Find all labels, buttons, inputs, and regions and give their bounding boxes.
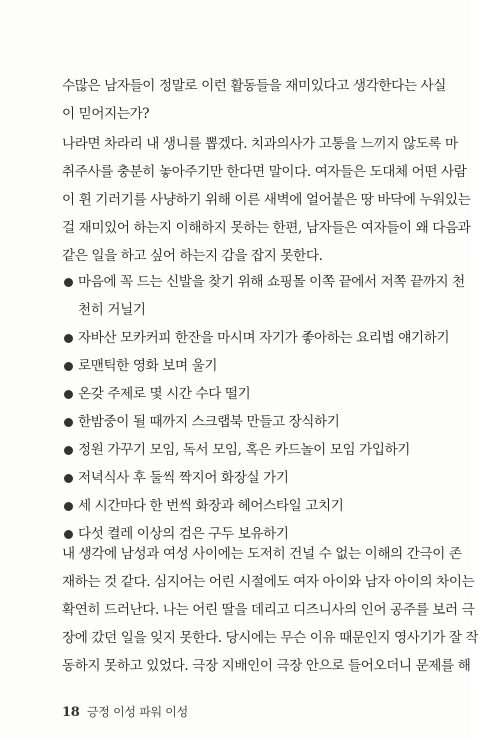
bullet-icon xyxy=(64,446,73,455)
list-item-text: 세 시간마다 한 번씩 화장과 헤어스타일 고치기 xyxy=(78,498,344,514)
list-item-text: 자바산 모카커피 한잔을 마시며 자기가 좋아하는 요리법 얘기하기 xyxy=(78,330,450,346)
paragraph-opinion xyxy=(62,130,471,270)
list-item-text: 저녁식사 후 둘씩 짝지어 화장실 가기 xyxy=(78,470,289,486)
list-item-text: 로맨틱한 영화 보며 울기 xyxy=(78,358,218,374)
text-line: 수많은 남자들이 정말로 이런 활동들을 재미있다고 생각한다는 사실 xyxy=(62,78,446,94)
activity-list xyxy=(62,268,465,548)
bullet-icon xyxy=(64,502,73,511)
text-line: 확연히 드러난다. 나는 어린 딸을 데리고 디즈니사의 인어 공주를 보러 극 xyxy=(62,602,475,618)
bullet-icon xyxy=(64,390,73,399)
book-title: 긍정 이성 파워 이성 xyxy=(87,705,188,719)
list-item-text: 정원 가꾸기 모임, 독서 모임, 혹은 카드놀이 모임 가입하기 xyxy=(78,442,411,458)
list-item-text: 천히 거닐기 xyxy=(78,302,146,318)
list-item xyxy=(62,324,450,352)
text-line: 내 생각에 남성과 여성 사이에는 도저히 건널 수 없는 이해의 간극이 존 xyxy=(62,546,462,562)
paragraph-gap xyxy=(62,540,478,680)
list-item xyxy=(62,436,412,464)
text-line: 같은 일을 하고 싶어 하는지 감을 잡지 못한다. xyxy=(62,248,323,264)
page-footer xyxy=(62,703,188,720)
page-number: 18 xyxy=(62,705,80,720)
list-item xyxy=(62,408,412,436)
list-item xyxy=(62,464,412,492)
text-line: 장에 갔던 일을 잊지 못한다. 당시에는 무슨 이유 때문인지 영사기가 잘 작 xyxy=(62,630,478,646)
bullet-icon xyxy=(64,474,73,483)
list-item-text: 다섯 켤레 이상의 검은 구두 보유하기 xyxy=(78,526,289,542)
text-line: 이 믿어지는가? xyxy=(62,106,150,122)
list-item xyxy=(62,352,412,380)
list-item xyxy=(62,380,412,408)
text-line: 나라면 차라리 내 생니를 뽑겠다. 치과의사가 고통을 느끼지 않도록 마 xyxy=(62,136,458,152)
text-line: 이 휜 기러기를 사냥하기 위해 이른 새벽에 얼어붙은 땅 바닥에 누워있는 xyxy=(62,192,471,208)
list-item-text: 한밤중이 될 때까지 스크랩북 만들고 장식하기 xyxy=(78,414,340,430)
text-line: 걸 재미있어 하는지 이해하지 못하는 한편, 남자들은 여자들이 왜 다음과 xyxy=(62,220,471,236)
paragraph-question xyxy=(62,72,446,128)
text-line: 동하지 못하고 있었다. 극장 지배인이 극장 안으로 들어오더니 문제를 해 xyxy=(62,658,471,674)
list-item-text: 온갖 주제로 몇 시간 수다 떨기 xyxy=(78,386,251,402)
list-item-text: 마음에 꼭 드는 신발을 찾기 위해 쇼핑몰 이쪽 끝에서 저쪽 끝까지 천 xyxy=(78,274,465,290)
bullet-icon xyxy=(64,278,73,287)
bullet-icon xyxy=(64,530,73,539)
bullet-icon xyxy=(64,334,73,343)
bullet-icon xyxy=(64,418,73,427)
text-line: 취주사를 충분히 놓아주기만 한다면 말이다. 여자들은 도대체 어떤 사람 xyxy=(62,164,467,180)
text-line: 재하는 것 같다. 심지어는 어린 시절에도 여자 아이와 남자 아이의 차이는 xyxy=(62,574,475,590)
list-item xyxy=(62,268,465,324)
list-item xyxy=(62,492,412,520)
bullet-icon xyxy=(64,362,73,371)
